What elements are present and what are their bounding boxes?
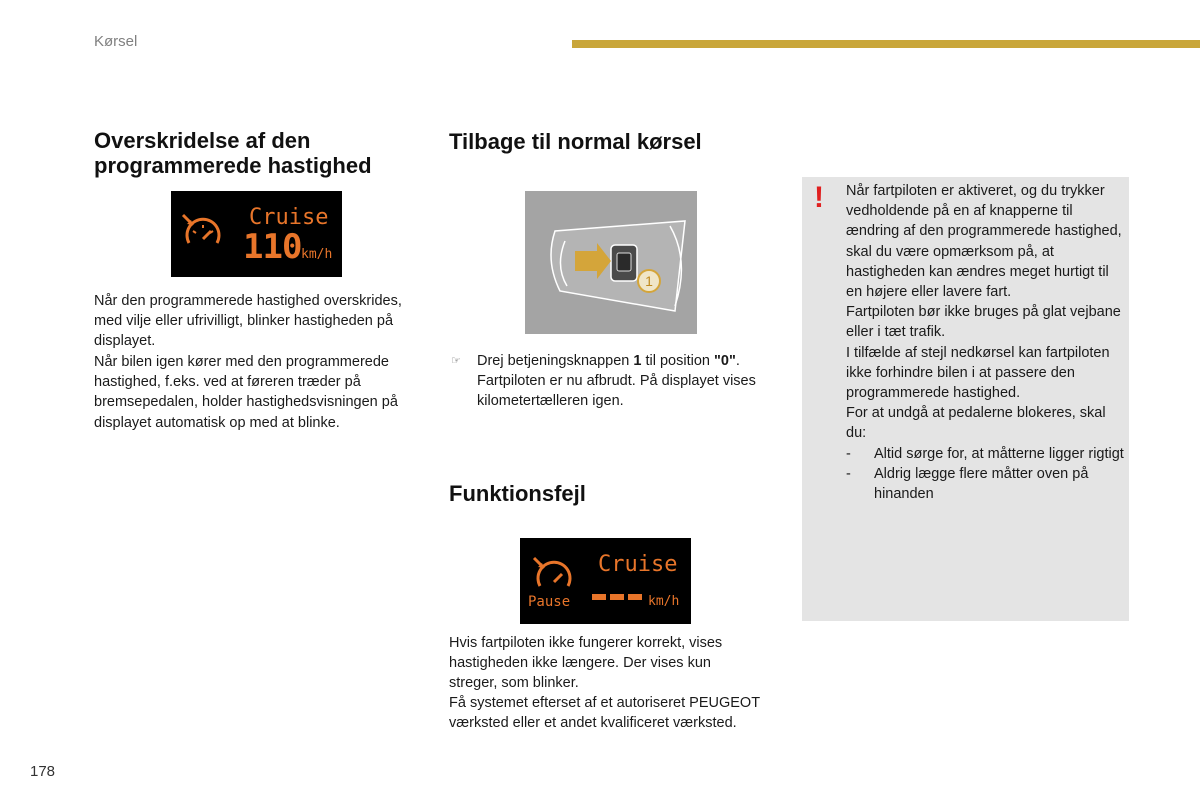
step-bullet-icon: ☞ xyxy=(451,355,461,367)
cruise-label: Cruise xyxy=(249,205,329,230)
step-text: Drej betjeningsknappen 1 til position "0". Fartpiloten er nu afbrudt. På displayet vises kilometertælleren igen. xyxy=(477,353,756,410)
warning-icon: ! xyxy=(814,181,824,214)
pause-label: Pause xyxy=(528,594,571,610)
malfunction-para-1: Hvis fartpiloten ikke fungerer korrekt, vises hastigheden ikke længere. Der vises kun streger, som blinker. xyxy=(449,635,723,692)
overspeed-para-2: Når bilen igen kører med den programmerede hastighed, f.eks. ved at føreren træder på bremsepedalen, holder hastighedsvisningen på displayet automatisk op med at blinke. xyxy=(94,354,398,431)
speed-unit: km/h xyxy=(648,594,680,609)
warning-text xyxy=(846,181,1126,504)
speedometer-icon xyxy=(179,209,227,257)
warning-list-item: - Altid sørge for, at måtterne ligger rigtigt xyxy=(846,445,1124,462)
overspeed-para-1: Når den programmerede hastighed overskrides, med vilje eller ufrivilligt, blinker hastigheden på displayet. xyxy=(94,293,402,350)
cruise-display-fault xyxy=(520,538,691,624)
warning-list-item: - Aldrig lægge flere måtter oven på hinanden xyxy=(846,465,1089,503)
cruise-display-overspeed xyxy=(171,191,342,277)
section-title-normal-driving: Tilbage til normal kørsel xyxy=(449,129,702,154)
warning-para-3: I tilfælde af stejl nedkørsel kan fartpiloten ikke forhindre bilen i at passere den programmerede hastighed. xyxy=(846,344,1110,402)
callout-1: 1 xyxy=(645,273,653,289)
cruise-label: Cruise xyxy=(598,552,678,577)
cruise-switch-image xyxy=(525,191,697,334)
malfunction-para-2: Få systemet efterset af et autoriseret PEUGEOT værksted eller et andet kvalificeret værksted. xyxy=(449,695,760,732)
warning-box xyxy=(802,177,1129,621)
section-label: Kørsel xyxy=(94,33,138,50)
warning-para-1: Når fartpiloten er aktiveret, og du trykker vedholdende på en af knapperne til ændring af den programmerede hastighed, skal du være opmærksom på, at hastigheden kan ændres meget hurtigt til en højere eller lavere fart. xyxy=(846,183,1122,301)
warning-para-4: For at undgå at pedalerne blokeres, skal du: xyxy=(846,405,1106,442)
speed-dashes xyxy=(592,594,644,602)
speedometer-icon xyxy=(530,552,578,596)
section-title-malfunction: Funktionsfejl xyxy=(449,481,586,506)
page-number: 178 xyxy=(30,763,56,780)
section-title-overspeed: Overskridelse af den programmerede hastighed xyxy=(94,128,372,178)
header-accent-bar xyxy=(572,40,1200,48)
warning-para-2: Fartpiloten bør ikke bruges på glat vejbane eller i tæt trafik. xyxy=(846,304,1121,341)
speed-unit: km/h xyxy=(301,247,333,262)
speed-value: 110 xyxy=(243,227,302,267)
